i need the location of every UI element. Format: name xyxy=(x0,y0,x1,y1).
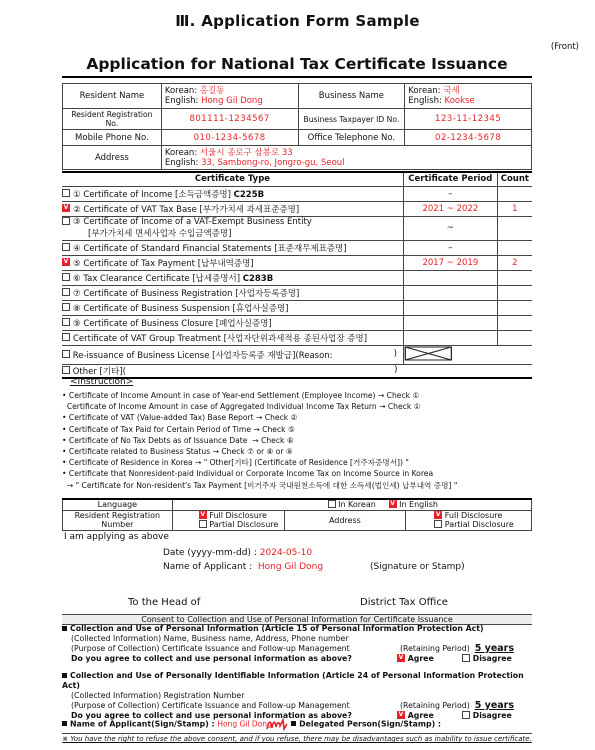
certificate-label: ① Certificate of Income [소득금액증명] xyxy=(73,189,234,200)
certificate-label: ⑦ Certificate of Business Registration [사업자등록증명] xyxy=(73,288,300,299)
mobile-field[interactable]: 010-1234-5678 xyxy=(161,130,298,146)
certificate-row[interactable] xyxy=(62,201,532,216)
certificate-row[interactable] xyxy=(62,300,532,315)
certificate-checkbox[interactable]: V xyxy=(63,204,69,211)
instruction-line: • Certificate of No Tax Debts as of Issuance Date → Check ⑥ xyxy=(62,435,294,445)
reissue-row[interactable]: Re-issuance of Business License [사업자등록증 재발급](Reason: ) xyxy=(62,345,403,364)
signature-label: (Signature or Stamp) xyxy=(370,562,465,572)
instruction-line: Certificate of Income Amount in case of Aggregated Individual Income Tax Return → Check ① xyxy=(62,402,421,412)
resident-name-label: Resident Name xyxy=(63,84,162,109)
address-english-value: 33, Sambong-ro, Jongro-gu, Seoul xyxy=(201,157,345,168)
address-disclosure-options: V Full Disclosure Partial Disclosure xyxy=(406,510,532,530)
taxpayer-id-label: Business Taxpayer ID No. xyxy=(298,109,405,130)
certificate-checkbox[interactable] xyxy=(62,318,70,326)
certificate-row[interactable] xyxy=(62,216,532,240)
certificate-checkbox[interactable] xyxy=(62,243,70,251)
language-table xyxy=(62,498,532,531)
certificate-period[interactable]: – xyxy=(403,240,497,255)
certificate-code: C283B xyxy=(242,273,274,284)
language-label: Language xyxy=(63,499,173,510)
certificate-count[interactable]: 2 xyxy=(497,255,532,270)
other-row[interactable]: Other [기타]( ) xyxy=(62,364,403,378)
certificate-count[interactable] xyxy=(497,330,532,345)
cross-out-mark xyxy=(404,346,532,361)
certificate-code: C225B xyxy=(233,189,265,200)
certificate-checkbox[interactable] xyxy=(62,288,70,296)
certificate-label: ③ Certificate of Income of a VAT-Exempt Business Entity xyxy=(73,217,312,227)
certificate-label: ⑨ Certificate of Business Closure [폐업사실증명] xyxy=(73,318,272,329)
front-label: (Front) xyxy=(550,42,579,52)
instruction-line: • Certificate of Income Amount in case of Year-end Settlement (Employee Income) → Check ① xyxy=(62,391,420,400)
section-title: Ⅲ. Application Form Sample xyxy=(175,12,420,30)
certificate-count[interactable] xyxy=(497,285,532,300)
consent-title-bar: Consent to Collection and Use of Personal Information for Certificate Issuance xyxy=(62,614,532,625)
consent-footnote: ※ You have the right to refuse the above consent, and if you refuse, there may be disadvantages such as inability to issue certificate. xyxy=(62,735,532,743)
regno-label: Resident Registration No. xyxy=(63,109,162,130)
office-phone-label: Office Telephone No. xyxy=(298,130,405,146)
certificate-row[interactable] xyxy=(62,285,532,300)
certificate-checkbox[interactable] xyxy=(62,189,70,197)
certificate-count[interactable] xyxy=(497,240,532,255)
in-korean-checkbox[interactable] xyxy=(328,500,336,508)
consent-block-2: Collection and Use of Personally Identifiable Information (Article 24 of Personal Information Protection Act) (Collected Information) Registration Number (Purpose of Collection) Certificate Issuance and Follow-up Management (Retaining Period) 5 years Do you agree to collect and use personal information as above? V Agree Disagree xyxy=(62,671,524,720)
certificate-period[interactable] xyxy=(403,315,497,330)
taxpayer-id-field[interactable]: 123-11-12345 xyxy=(405,109,532,130)
regno-disclosure-label: Resident Registration Number xyxy=(63,510,173,530)
certificate-checkbox[interactable] xyxy=(62,217,70,225)
certificate-period[interactable] xyxy=(403,330,497,345)
agree-checkbox-2[interactable]: V xyxy=(398,711,404,718)
business-name-field[interactable]: Korean: 국세 English: Kookse xyxy=(405,84,532,109)
certificate-count[interactable] xyxy=(497,216,532,240)
certificate-label: ⑥ Tax Clearance Certificate [납세증명서] xyxy=(73,273,243,284)
instruction-line: • Certificate of VAT (Value-added Tax) Base Report → Check ② xyxy=(62,413,298,423)
retaining-period-1: 5 years xyxy=(474,643,515,654)
retaining-period-2: 5 years xyxy=(474,700,515,711)
certificate-label: ⑧ Certificate of Business Suspension [휴업사실증명] xyxy=(73,303,289,314)
bullet-icon xyxy=(62,626,67,631)
certificate-row[interactable] xyxy=(62,330,532,345)
language-options: In Korean V In English xyxy=(172,499,531,510)
instruction-list xyxy=(62,390,542,491)
certificate-label: Certificate of VAT Group Treatment [사업자단위과세적용 종된사업장 증명] xyxy=(73,333,368,344)
applying-statement: I am applying as above xyxy=(64,532,169,542)
instruction-line: • Certificate that Nonresident-paid Individual or Corporate Income Tax on Income Source in Korea xyxy=(62,469,434,479)
certificate-checkbox[interactable] xyxy=(62,303,70,311)
col-certificate-type: Certificate Type xyxy=(62,172,403,186)
to-head-label: To the Head of xyxy=(128,597,201,608)
signature-scribble xyxy=(266,718,288,731)
other-checkbox[interactable] xyxy=(62,366,70,374)
address-label: Address xyxy=(63,146,162,170)
bullet-icon xyxy=(62,673,67,678)
reissue-checkbox[interactable] xyxy=(62,350,70,358)
resident-name-field[interactable]: Korean: 홍길동 English: Hong Gil Dong xyxy=(161,84,298,109)
certificate-period[interactable]: 2017 ~ 2019 xyxy=(403,255,497,270)
address-partial-checkbox[interactable] xyxy=(434,520,442,528)
regno-partial-checkbox[interactable] xyxy=(199,520,207,528)
biz-english-value: Kookse xyxy=(444,96,475,106)
certificate-count[interactable] xyxy=(497,186,532,201)
certificate-checkbox[interactable]: V xyxy=(63,258,69,265)
certificate-checkbox[interactable] xyxy=(62,273,70,281)
form-title: Application for National Tax Certificate Issuance xyxy=(62,55,532,78)
district-office-label: District Tax Office xyxy=(360,597,448,608)
disagree-checkbox-1[interactable] xyxy=(462,654,470,662)
certificate-row[interactable] xyxy=(62,270,532,285)
certificate-label: ④ Certificate of Standard Financial Statements [표준재무제표증명] xyxy=(73,243,347,254)
col-certificate-period: Certificate Period xyxy=(403,172,497,186)
bullet-icon xyxy=(62,721,67,726)
applicant-info-table xyxy=(62,83,532,170)
certificate-row[interactable] xyxy=(62,255,532,270)
address-korean-value: 서울시 종로구 삼봉로 33 xyxy=(199,147,293,158)
certificate-checkbox[interactable] xyxy=(62,333,70,341)
certificate-table xyxy=(62,171,532,379)
reissue-crossed-cell xyxy=(403,345,532,364)
applicant-name-value[interactable]: Hong Gil Dong xyxy=(257,562,324,572)
regno-full-checkbox[interactable]: V xyxy=(200,510,206,518)
instruction-title: <Instruction> xyxy=(70,377,134,387)
name-english-value: Hong Gil Dong xyxy=(201,96,263,106)
address-disclosure-label: Address xyxy=(284,510,406,530)
agree-checkbox-1[interactable]: V xyxy=(398,654,404,661)
certificate-count[interactable] xyxy=(497,270,532,285)
date-value[interactable]: 2024-05-10 xyxy=(259,548,313,558)
certificate-period[interactable]: ~ xyxy=(403,216,497,240)
applicant-line: Name of Applicant : Hong Gil Dong xyxy=(163,562,324,572)
certificate-row[interactable] xyxy=(62,186,532,201)
sign-name-value[interactable]: Hong Gil Dong xyxy=(217,719,272,729)
date-line: Date (yyyy-mm-dd) : 2024-05-10 xyxy=(163,548,313,558)
certificate-count[interactable]: 1 xyxy=(497,201,532,216)
biz-korean-value: 국세 xyxy=(443,86,460,96)
certificate-label: ⑤ Certificate of Tax Payment [납부내역증명] xyxy=(73,258,254,269)
business-name-label: Business Name xyxy=(298,84,405,109)
col-count: Count xyxy=(497,172,532,186)
address-field[interactable]: Korean: 서울시 종로구 삼봉로 33 English: 33, Sambong-ro, Jongro-gu, Seoul xyxy=(161,146,531,170)
certificate-period[interactable] xyxy=(403,270,497,285)
certificate-period[interactable]: – xyxy=(403,186,497,201)
certificate-label: ② Certificate of VAT Tax Base [부가가치세 과세표준증명] xyxy=(73,204,300,215)
instruction-line: → " Certificate for Non-resident's Tax Payment [비거주자 국내원천소득에 대한 소득세(법인세) 납부내역 증명] " xyxy=(62,480,458,490)
in-english-checkbox[interactable]: V xyxy=(390,499,395,507)
regno-field[interactable]: 801111-1234567 xyxy=(161,109,298,130)
regno-disclosure-options: V Full Disclosure Partial Disclosure xyxy=(172,510,284,530)
instruction-line: • Certificate of Residence in Korea → " Other[기타] (Certificate of Residence [거주자증명서]) " xyxy=(62,458,409,468)
office-phone-field[interactable]: 02-1234-5678 xyxy=(405,130,532,146)
sign-line: Name of Applicant(Sign/Stamp) : Hong Gil Dong Delegated Person(Sign/Stamp) : xyxy=(62,718,542,731)
certificate-period[interactable]: 2021 ~ 2022 xyxy=(403,201,497,216)
consent-block-1: Collection and Use of Personal Information (Article 15 of Personal Information Protection Act) (Collected Information) Name, Business name, Address, Phone number (Purpose of Collection) Certificate Issuance and Follow-up Management (Retaining Period) 5 years Do you agree to collect and use personal information as above? V Agree Disagree xyxy=(62,624,542,664)
certificate-period[interactable] xyxy=(403,300,497,315)
certificate-row[interactable] xyxy=(62,240,532,255)
certificate-label-line2: [부가가치세 면세사업자 수입금액증명] xyxy=(88,229,232,239)
certificate-count[interactable] xyxy=(497,315,532,330)
certificate-period[interactable] xyxy=(403,285,497,300)
mobile-label: Mobile Phone No. xyxy=(63,130,162,146)
name-korean-value: 홍길동 xyxy=(199,86,225,96)
instruction-line: • Certificate of Tax Paid for Certain Period of Time → Check ⑤ xyxy=(62,424,295,434)
bullet-icon xyxy=(291,721,296,726)
address-full-checkbox[interactable]: V xyxy=(435,510,441,518)
certificate-row[interactable] xyxy=(62,315,532,330)
certificate-count[interactable] xyxy=(497,300,532,315)
instruction-line: • Certificate related to Business Status → Check ⑦ or ⑧ or ⑨ xyxy=(62,447,293,457)
